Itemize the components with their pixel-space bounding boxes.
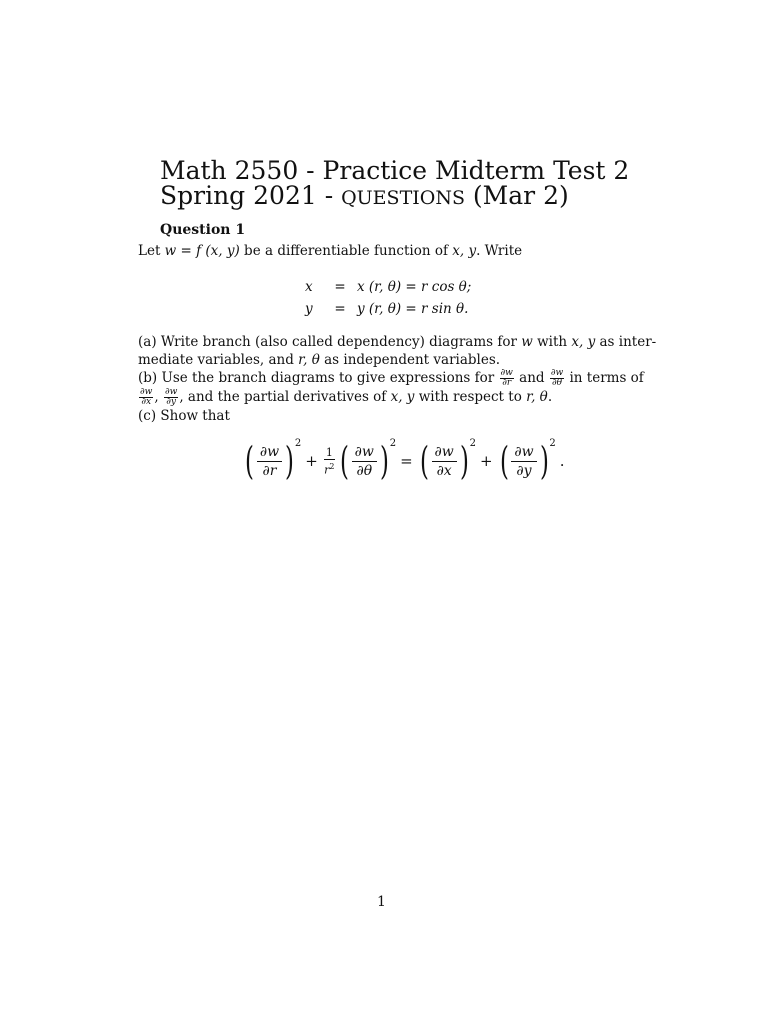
part-a-w: w bbox=[521, 334, 533, 350]
part-b-period: . bbox=[547, 389, 553, 405]
title-term: Spring 2021 - bbox=[160, 181, 342, 210]
left-paren: ( bbox=[419, 439, 429, 483]
intro-vars: x, y bbox=[452, 243, 477, 259]
intro-math: w = f (x, y) bbox=[164, 243, 240, 259]
title-date: (Mar 2) bbox=[464, 181, 569, 210]
part-c-line: (c) Show that bbox=[138, 408, 230, 424]
equation-row-y bbox=[305, 298, 471, 320]
frac-num: ∂w bbox=[140, 387, 153, 397]
equation-rhs: y (r, θ) = r sin θ. bbox=[357, 301, 469, 317]
r-var: r bbox=[324, 463, 330, 477]
frac-dw-dr-inline bbox=[500, 369, 514, 388]
part-b-comma: , bbox=[154, 389, 163, 405]
frac-den bbox=[324, 460, 334, 477]
frac-num: ∂w bbox=[257, 443, 282, 462]
frac-den: ∂y bbox=[516, 462, 532, 479]
part-b-respect: with respect to bbox=[414, 389, 527, 405]
part-b-text-2: , and the partial derivatives of bbox=[179, 389, 391, 405]
frac-num: ∂w bbox=[511, 443, 536, 462]
intro-text-mid: be a differentiable function of bbox=[239, 243, 453, 259]
exponent: 2 bbox=[389, 438, 397, 449]
part-b-text: (b) Use the branch diagrams to give expressions for bbox=[138, 370, 499, 386]
right-paren: ) bbox=[459, 439, 469, 483]
part-b-xy: x, y bbox=[390, 389, 415, 405]
part-b-terms: in terms of bbox=[565, 370, 644, 386]
title-line-1: Math 2550 - Practice Midterm Test 2 bbox=[160, 156, 630, 185]
frac-den: ∂r bbox=[502, 378, 512, 388]
equation-op: = bbox=[334, 279, 346, 295]
frac-num: ∂w bbox=[500, 368, 513, 378]
part-b-line-1 bbox=[138, 368, 644, 388]
equals-sign: = bbox=[400, 452, 413, 470]
equation-lhs: x bbox=[305, 279, 313, 295]
part-a-inter: as inter- bbox=[595, 334, 657, 350]
left-paren: ( bbox=[499, 439, 509, 483]
frac-den: ∂θ bbox=[551, 378, 563, 388]
display-equation bbox=[242, 436, 565, 486]
frac-num: 1 bbox=[325, 445, 333, 459]
plus-sign: + bbox=[305, 452, 318, 470]
frac-num: ∂w bbox=[550, 368, 564, 378]
frac-dw-dtheta bbox=[352, 443, 377, 480]
left-paren: ( bbox=[244, 439, 254, 483]
equation-rhs: x (r, θ) = r cos θ; bbox=[357, 279, 472, 295]
question-heading: Question 1 bbox=[160, 222, 246, 238]
equation-row-x bbox=[305, 276, 471, 298]
right-paren: ) bbox=[285, 439, 294, 483]
question-intro bbox=[138, 242, 638, 260]
intro-text-end: . Write bbox=[476, 243, 523, 259]
exponent: 2 bbox=[469, 438, 476, 449]
frac-one-over-r2 bbox=[324, 446, 335, 477]
right-paren: ) bbox=[539, 439, 549, 483]
frac-num: ∂w bbox=[432, 443, 457, 462]
end-period: . bbox=[559, 452, 565, 470]
frac-dw-dy bbox=[511, 443, 536, 480]
part-a-line-1 bbox=[138, 333, 657, 351]
part-a-text-2: mediate variables, and bbox=[138, 352, 299, 368]
part-a-rt: r, θ bbox=[298, 352, 320, 368]
question-parts bbox=[138, 333, 657, 425]
frac-dw-dx bbox=[432, 443, 457, 480]
equation-op: = bbox=[334, 301, 346, 317]
part-a-text-3: as independent variables. bbox=[319, 352, 501, 368]
frac-dw-dx-inline bbox=[139, 388, 153, 407]
title-line-2 bbox=[160, 183, 629, 211]
frac-den: ∂x bbox=[141, 397, 152, 407]
frac-num: ∂w bbox=[164, 387, 178, 397]
document-title bbox=[160, 158, 629, 211]
part-b-rt: r, θ bbox=[526, 389, 548, 405]
coordinate-equations bbox=[305, 276, 471, 320]
exponent: 2 bbox=[549, 438, 556, 449]
part-a-with: with bbox=[532, 334, 572, 350]
intro-text: Let bbox=[138, 243, 165, 259]
left-paren: ( bbox=[339, 439, 349, 483]
plus-sign: + bbox=[479, 452, 493, 470]
page-number: 1 bbox=[377, 894, 386, 910]
right-paren: ) bbox=[379, 439, 389, 483]
r-exponent: 2 bbox=[329, 461, 335, 471]
frac-den: ∂x bbox=[436, 462, 452, 479]
part-a-line-2 bbox=[138, 351, 638, 369]
equation-lhs: y bbox=[305, 301, 313, 317]
frac-den: ∂y bbox=[166, 397, 176, 407]
frac-dw-dtheta-inline bbox=[550, 369, 564, 388]
title-questions: QUESTIONS bbox=[341, 187, 465, 209]
part-a-text: (a) Write branch (also called dependency) diagrams for bbox=[138, 334, 522, 350]
exponent: 2 bbox=[294, 438, 302, 449]
part-b-line-2 bbox=[138, 388, 638, 407]
frac-num: ∂w bbox=[352, 443, 377, 462]
frac-dw-dr bbox=[257, 443, 282, 480]
part-b-and: and bbox=[514, 370, 549, 386]
frac-den: ∂r bbox=[262, 462, 277, 479]
part-a-xy: x, y bbox=[571, 334, 596, 350]
frac-den: ∂θ bbox=[356, 462, 373, 479]
frac-dw-dy-inline bbox=[164, 388, 178, 407]
